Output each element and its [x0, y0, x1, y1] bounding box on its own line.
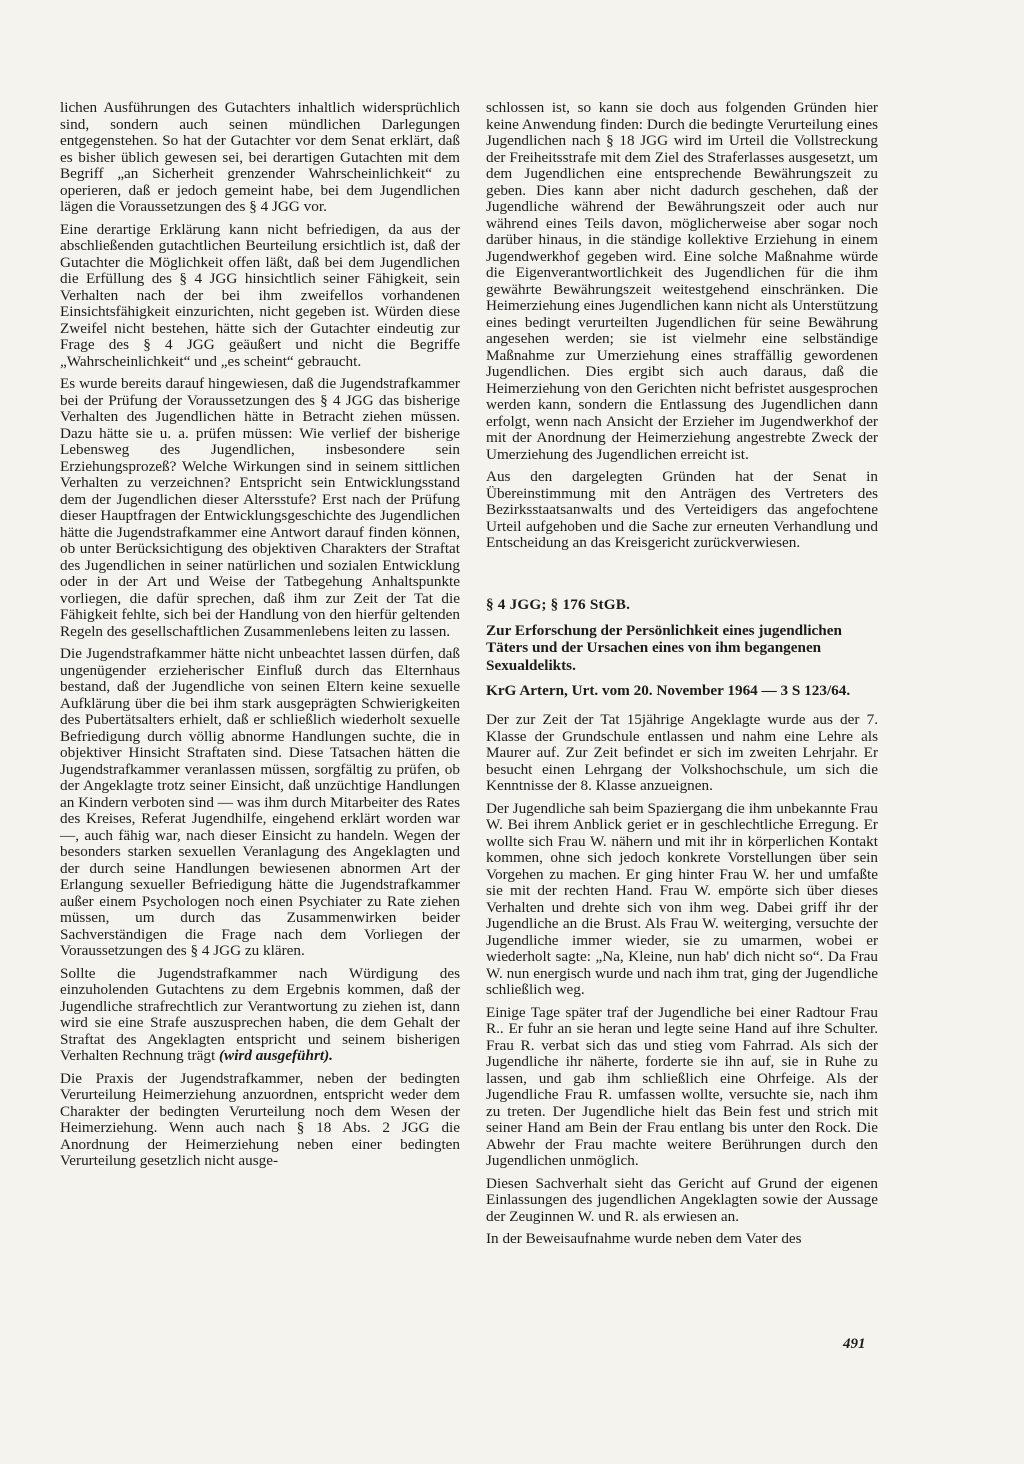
paragraph: Der Jugendliche sah beim Spaziergang die ihm unbekannte Frau W. Bei ihrem Anblick geriet er in geschlechtliche Erregung. Er wollte sich Frau W. nähern und mit ihr in körperlichen Kontakt kommen, ohne sich jedoch konkrete Vorstellungen über sein Vorgehen zu machen. Er ging hinter Frau W. her und umfaßte sie mit der rechten Hand. Frau W. empörte sich über dieses Verhalten und drehte sich von ihm weg. Dabei griff ihr der Jugendliche an die Brust. Als Frau W. weiterging, versuchte der Jugendliche immer wieder, sie zu umarmen, wobei er wiederholt sagte: „Na, Kleine, nun hab' dich nicht so“. Da Frau W. nun energisch wurde und nach ihm trat, ging der Jugendliche schließlich weg. — [486, 799, 878, 998]
paragraph: schlossen ist, so kann sie doch aus folgenden Gründen hier keine Anwendung finden: Durch die bedingte Verurteilung eines Jugendlichen nach § 18 JGG wird im Urteil die Vollstreckung der Freiheitsstrafe mit dem Ziel des Straferlasses ausgesetzt, um dem Jugendlichen eine entsprechende Bewährungszeit zu geben. Dies kann aber nicht dadurch geschehen, daß der Jugendliche während der Bewährungszeit oder auch nur während eines Teils davon, möglicherweise aber sogar noch darüber hinaus, in die ständige kollektive Erziehung in einem Jugendwerkhof gegeben wird. Eine solche Maßnahme würde die Eigenverantwortlichkeit des Jugendlichen für die ihm gewährte Bewährungszeit weitestgehend einschränken. Die Heimerziehung eines Jugendlichen kann nicht als Unterstützung eines bedingt verurteilten Jugendlichen für seine Bewährung angesehen werden; sie ist vielmehr eine selbständige Maßnahme zur Umerziehung eines straffällig gewordenen Jugendlichen. Dies ergibt sich auch daraus, daß die Heimerziehung von den Gerichten nicht befristet ausgesprochen werden kann, sondern die Entlassung des Jugendlichen dann erfolgt, wenn nach Ansicht der Erzieher im Jugendwerkhof der mit der Anordnung der Heimerziehung angestrebte Zweck der Umerziehung des Jugendlichen erreicht ist. — [486, 99, 878, 463]
paragraph: Diesen Sachverhalt sieht das Gericht auf Grund der eigenen Einlassungen des jugendlichen Angeklagten sowie der Aussage der Zeuginnen W. und R. als erwiesen an. — [486, 1174, 878, 1225]
paragraph: Eine derartige Erklärung kann nicht befriedigen, da aus der abschließenden gutachtlichen Beurteilung ersichtlich ist, daß der Gutachter die Möglichkeit offen läßt, daß bei dem Jugendlichen die Erfüllung des § 4 JGG hinsichtlich seiner Fähigkeit, sein Verhalten nach der bei ihm zweifellos vorhandenen Einsichtsfähigkeit einzurichten, nicht gegeben ist. Würden diese Zweifel nicht bestehen, hätte sich der Gutachter eindeutig zur Frage des § 4 JGG geäußert und nicht die Begriffe „Wahrscheinlichkeit“ und „es scheint“ gebraucht. — [60, 220, 460, 370]
paragraph — [60, 966, 460, 1065]
paragraph: Der zur Zeit der Tat 15jährige Angeklagte wurde aus der 7. Klasse der Grundschule entlassen und nahm eine Lehre als Maurer auf. Zur Zeit befindet er sich im zweiten Lehrjahr. Er besucht einen Lehrgang der Volkshochschule, um sich die Kenntnisse der 8. Klasse anzueignen. — [486, 711, 878, 794]
case-law-reference: § 4 JGG; § 176 StGB. — [486, 595, 631, 613]
paragraph: Die Praxis der Jugendstrafkammer, neben der bedingten Verurteilung Heimerziehung anzuordnen, entspricht weder dem Charakter der bedingten Verurteilung noch dem Wesen der Heimerziehung. Wenn auch nach § 18 Abs. 2 JGG die Anordnung der Heimerziehung neben einer bedingten Verurteilung gesetzlich nicht ausge- — [60, 1069, 460, 1169]
left-column — [60, 100, 460, 1176]
paragraph: Aus den dargelegten Gründen hat der Senat in Übereinstimmung mit den Anträgen des Vertreters des Bezirksstaatsanwalts und des Verteidigers das angefochtene Urteil aufgehoben und die Sache zur erneuten Verhandlung und Entscheidung an das Kreisgericht zurückverwiesen. — [486, 468, 878, 551]
paragraph: Die Jugendstrafkammer hätte nicht unbeachtet lassen dürfen, daß ungenügender erzieherischer Einfluß durch das Elternhaus bestand, daß der Jugendliche von seinen Eltern keine sexuelle Aufklärung über die bei ihm stark ausgeprägten Schwierigkeiten des Pubertätsalters erhielt, daß er schließlich wiederholt sexuelle Befriedigung durch völlig abnorme Handlungen suchte, die in objektiver Hinsicht Straftaten sind. Diese Tatsachen hätten die Jugendstrafkammer veranlassen müssen, sorgfältig zu prüfen, ob der Angeklagte trotz seiner Einsicht, daß unzüchtige Handlungen an Kindern verboten sind — was ihm durch Mitarbeiter des Rates des Kreises, Referat Jugendhilfe, eingehend erklärt worden war —, auch fähig war, nach dieser Einsicht zu handeln. Wegen der besonders starken sexuellen Veranlagung des Angeklagten und der durch seine Handlungen bewiesenen abnormen Art der Erlangung sexueller Befriedigung hätte die Jugendstrafkammer außer einem Psychologen noch einen Psychiater zu Rate ziehen müssen, um durch das Zusammenwirken beider Sachverständigen die Frage nach dem Vorliegen der Voraussetzungen des § 4 JGG zu klären. — [60, 645, 460, 959]
paragraph: In der Beweisaufnahme wurde neben dem Vater des — [486, 1230, 802, 1247]
right-column — [486, 100, 878, 1254]
paragraph: Es wurde bereits darauf hingewiesen, daß die Jugendstrafkammer bei der Prüfung der Voraussetzungen des § 4 JGG das bisherige Verhalten des Jugendlichen hätte in Betracht ziehen müssen. Dazu hätte sie u. a. prüfen müssen: Wie verlief der bisherige Lebensweg des Jugendlichen, insbesondere sein Erziehungsprozeß? Welche Wirkungen sind in seinem sittlichen Verhalten zu verzeichnen? Entspricht sein Entwicklungsstand dem der Jugendlichen dieser Altersstufe? Erst nach der Prüfung dieser Hauptfragen der Entwicklungsgeschichte des Jugendlichen hätte die Jugendstrafkammer eine Antwort darauf finden können, ob unter Berücksichtigung des objektiven Charakters der Straftat des Jugendlichen in seiner natürlichen und sozialen Entwicklung oder in der Art und Weise der Tatbegehung Anhaltspunkte vorliegen, die dafür sprechen, daß ihm zur Zeit der Tat die Fähigkeit fehlte, sich bei der Handlung von den hierfür geltenden Regeln des gesellschaftlichen Zusammenlebens leiten zu lassen. — [60, 375, 460, 640]
court-citation: KrG Artern, Urt. vom 20. November 1964 — 3 S 123/64. — [486, 682, 851, 699]
paragraph-text: Sollte die Jugendstrafkammer nach Würdigung des einzuholenden Gutachtens zu dem Ergebnis kommen, daß der Jugendliche strafrechtlich zur Verantwortung zu ziehen ist, dann wird sie eine Strafe auszusprechen haben, die dem Gehalt der Straftat des Angeklagten entspricht und seinem bisherigen Verhalten Rechnung trägt — [60, 964, 460, 1064]
case-headline: Zur Erforschung der Persönlichkeit eines jugendlichen Täters und der Ursachen eines von ihm begangenen Sexualdelikts. — [486, 621, 842, 674]
paragraph: Einige Tage später traf der Jugendliche bei einer Radtour Frau R.. Er fuhr an sie heran und legte seine Hand auf ihre Schulter. Frau R. verbat sich das und stieg vom Fahrrad. Als sich der Jugendliche ihr näherte, forderte sie ihn auf, sie in Ruhe zu lassen, und gab ihm schließlich eine Ohrfeige. Als der Jugendliche Frau R. umfassen wollte, versuchte sie, nach ihm zu treten. Der Jugendliche hielt das Bein fest und strich mit seiner Hand am Bein der Frau entlang bis unter den Rock. Die Abwehr der Frau machte weitere Berührungen durch den Jugendlichen unmöglich. — [486, 1003, 878, 1169]
page-number: 491 — [843, 1336, 866, 1352]
omission-note: (wird ausgeführt). — [219, 1047, 333, 1064]
paragraph: lichen Ausführungen des Gutachters inhaltlich widersprüchlich sind, sondern auch seinen mündlichen Darlegungen entgegenstehen. So hat der Gutachter vor dem Senat erklärt, daß es bisher üblich gewesen sei, bei derartigen Gutachten mit dem Begriff „an Sicherheit grenzender Wahrscheinlichkeit“ zu operieren, daß er jedoch gemeint habe, bei dem Jugendlichen lägen die Voraussetzungen des § 4 JGG vor. — [60, 99, 460, 215]
